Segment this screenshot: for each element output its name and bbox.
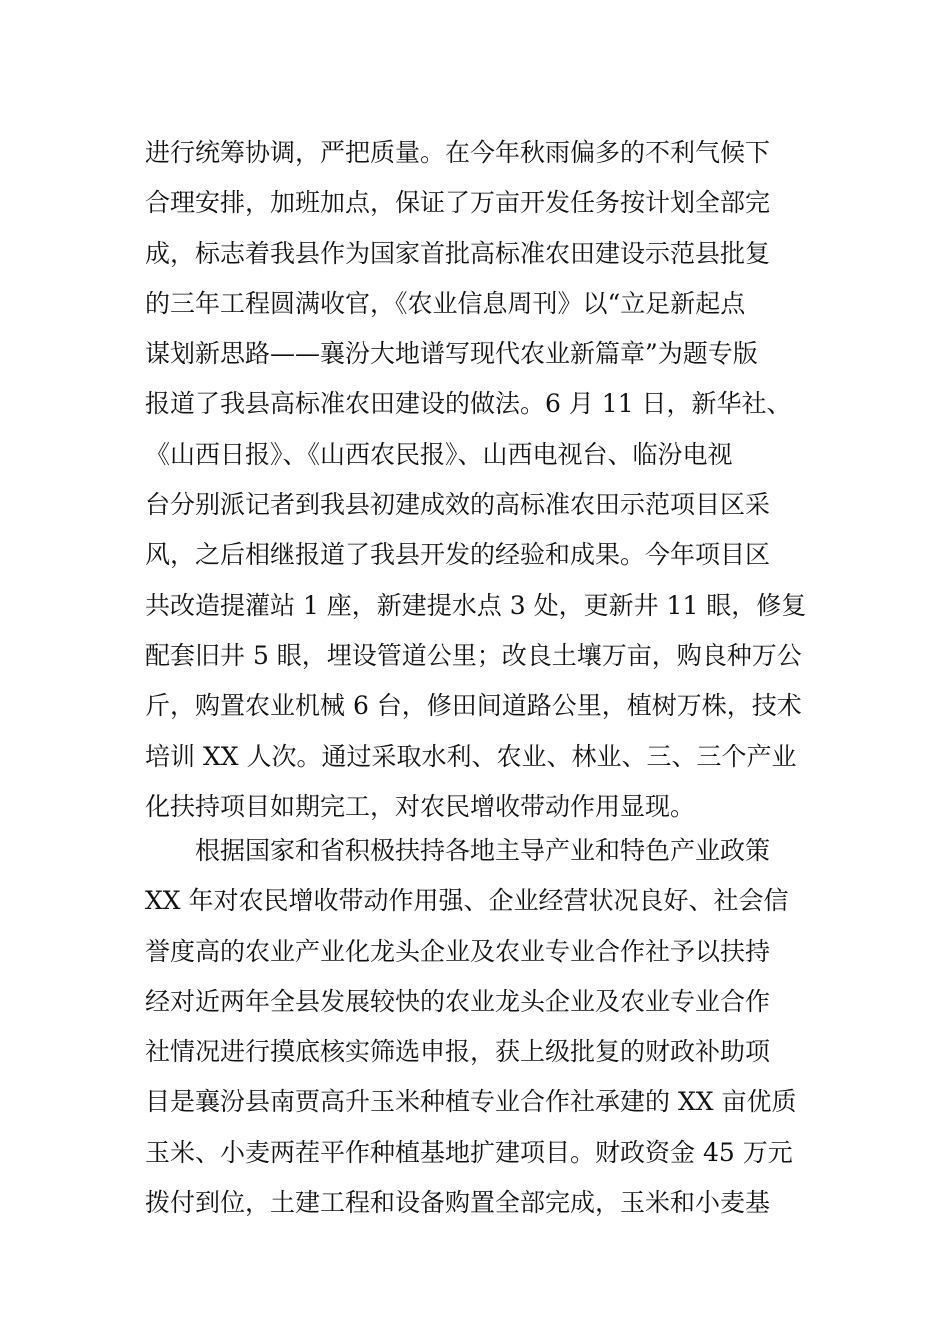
text-line: 报道了我县高标准农田建设的做法。6 月 11 日，新华社、 bbox=[145, 389, 792, 419]
text-line: 拨付到位，土建工程和设备购置全部完成，玉米和小麦基 bbox=[145, 1188, 771, 1218]
text-line: 玉米、小麦两茬平作种植基地扩建项目。财政资金 45 万元 bbox=[145, 1137, 793, 1167]
text-line: 经对近两年全县发展较快的农业龙头企业及农业专业合作 bbox=[145, 986, 771, 1016]
text-line: 社情况进行摸底核实筛选申报，获上级批复的财政补助项 bbox=[145, 1037, 771, 1067]
text-line: 斤，购置农业机械 6 台，修田间道路公里，植树万株，技术 bbox=[145, 691, 802, 721]
text-line: 目是襄汾县南贾高升玉米种植专业合作社承建的 XX 亩优质 bbox=[145, 1087, 797, 1117]
paragraph-1 bbox=[145, 128, 810, 832]
text-line: 根据国家和省积极扶持各地主导产业和特色产业政策 bbox=[145, 836, 771, 865]
text-line: 风，之后相继报道了我县开发的经验和成果。今年项目区 bbox=[145, 540, 771, 570]
text-line: XX 年对农民增收带动作用强、企业经营状况良好、社会信 bbox=[145, 886, 789, 916]
text-line: 进行统筹协调，严把质量。在今年秋雨偏多的不利气候下 bbox=[145, 138, 771, 167]
text-line: 合理安排，加班加点，保证了万亩开发任务按计划全部完 bbox=[145, 188, 771, 218]
text-line: 誉度高的农业产业化龙头企业及农业专业合作社予以扶持 bbox=[145, 936, 771, 966]
text-line: 的三年工程圆满收官，《农业信息周刊》以“立足新起点 bbox=[145, 288, 746, 318]
text-line: 台分别派记者到我县初建成效的高标准农田示范项目区采 bbox=[145, 490, 771, 520]
text-line: 成，标志着我县作为国家首批高标准农田建设示范县批复 bbox=[145, 238, 771, 268]
text-line: 谋划新思路——襄汾大地谱写现代农业新篇章”为题专版 bbox=[145, 339, 758, 369]
text-line: 培训 XX 人次。通过采取水利、农业、林业、三、三个产业 bbox=[145, 741, 797, 771]
text-line: 化扶持项目如期完工，对农民增收带动作用显现。 bbox=[145, 791, 696, 821]
text-line: 《山西日报》、《山西农民报》、山西电视台、临汾电视 bbox=[145, 439, 733, 469]
text-line: 共改造提灌站 1 座，新建提水点 3 处，更新井 11 眼，修复 bbox=[145, 590, 807, 620]
text-line: 配套旧井 5 眼，埋设管道公里；改良土壤万亩，购良种万公 bbox=[145, 640, 802, 670]
paragraph-2 bbox=[145, 826, 810, 1228]
